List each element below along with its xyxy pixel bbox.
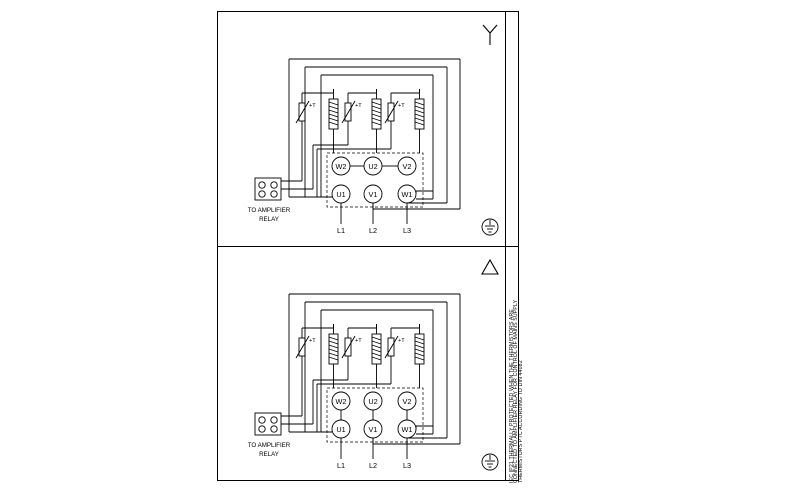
- terminal-v1: V1: [368, 425, 378, 434]
- star-symbol: [483, 25, 497, 45]
- amplifier-relay-label-line1: TO AMPLIFIER: [247, 207, 291, 214]
- terminal-v2: V2: [402, 397, 412, 406]
- earth-ground-symbol: [482, 219, 498, 235]
- supply-label-l3: L3: [402, 226, 412, 235]
- amplifier-connector-block: [255, 413, 281, 435]
- terminal-u1: U1: [336, 425, 346, 434]
- terminal-u2: U2: [368, 162, 378, 171]
- amplifier-relay-label-line1: TO AMPLIFIER: [247, 442, 291, 449]
- thermistor-label-2: +T: [355, 338, 362, 344]
- note-line-2: CONNECTED TO AMPLIFIER RELAY FOR CONTROL OF MAINS SUPPLY: [513, 299, 520, 483]
- delta-symbol: [482, 260, 498, 274]
- supply-label-l2: L2: [368, 461, 378, 470]
- thermistor-label-3: +T: [398, 338, 405, 344]
- amplifier-relay-label-line2: RELAY: [259, 451, 279, 458]
- thermistor-symbols: [296, 328, 398, 374]
- terminal-w2: W2: [335, 397, 347, 406]
- thermistor-label-1: +T: [309, 338, 316, 344]
- terminal-v2: V2: [402, 162, 412, 171]
- terminal-w1: W1: [401, 425, 413, 434]
- panel-delta-connection: [217, 246, 505, 481]
- thermistor-label-1: +T: [309, 103, 316, 109]
- thermistor-label-2: +T: [355, 103, 362, 109]
- terminal-u2: U2: [368, 397, 378, 406]
- supply-label-l1: L1: [336, 461, 346, 470]
- thermistor-symbols: [296, 93, 398, 139]
- earth-ground-symbol: [482, 454, 498, 470]
- terminal-w1: W1: [401, 190, 413, 199]
- supply-label-l3: L3: [402, 461, 412, 470]
- note-line-3: THERMISTORS PTC ACCORDING TO DIN 44082: [517, 360, 524, 483]
- terminal-w2: W2: [335, 162, 347, 171]
- thermistor-label-3: +T: [398, 103, 405, 109]
- amplifier-connector-block: [255, 178, 281, 200]
- terminal-u1: U1: [336, 190, 346, 199]
- note-line-1: IEC IP21 THERMALLY PROTECTED WHEN THE THERMISTORS ARE: [508, 309, 515, 483]
- supply-label-l1: L1: [336, 226, 346, 235]
- panel-star-connection: [217, 11, 505, 246]
- supply-label-l2: L2: [368, 226, 378, 235]
- note-block: [505, 11, 524, 483]
- amplifier-relay-label-line2: RELAY: [259, 216, 279, 223]
- terminal-v1: V1: [368, 190, 378, 199]
